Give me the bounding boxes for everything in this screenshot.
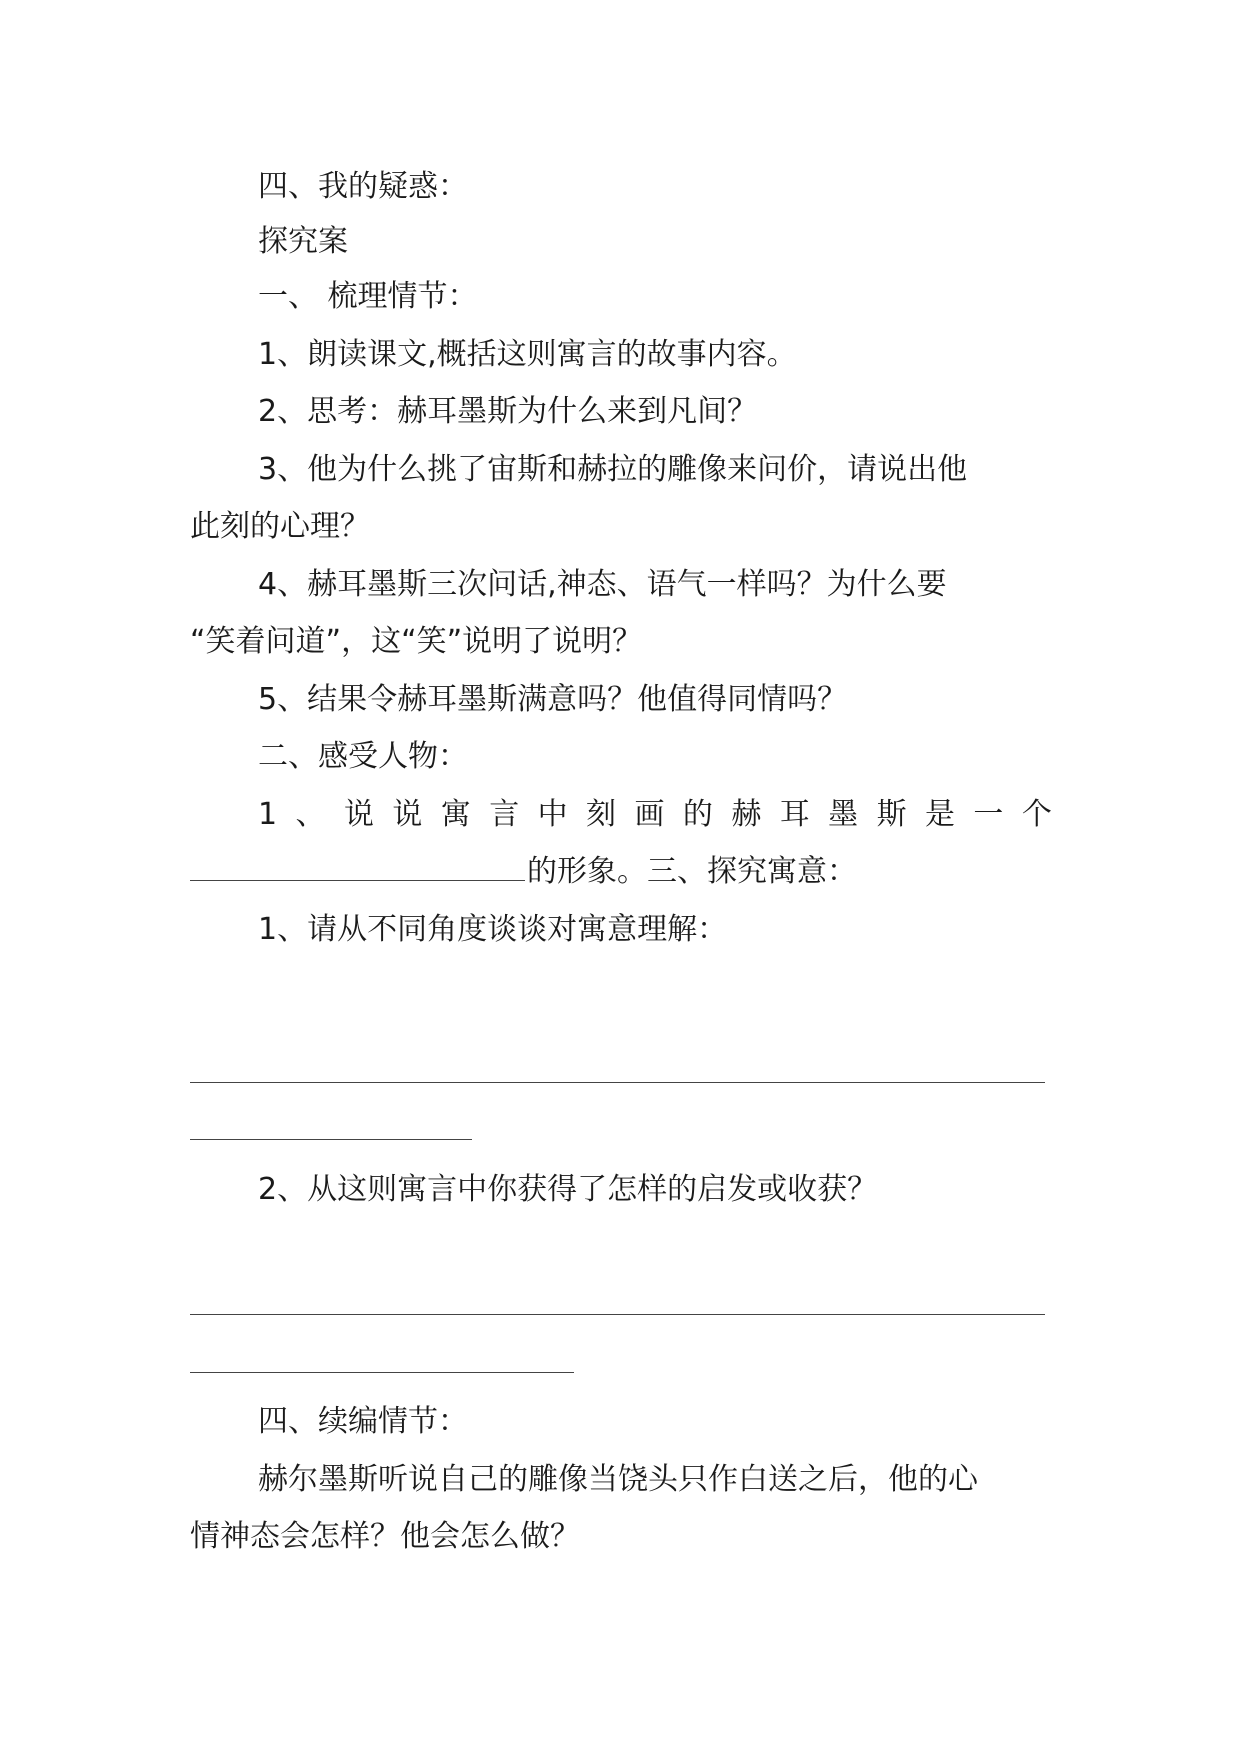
- character-answer-line: [190, 852, 857, 892]
- section-heading-doubts: 四、我的疑惑：: [258, 169, 468, 204]
- spaced-char: 的: [682, 797, 713, 832]
- character-answer-suffix: 的形象。三、探究寓意：: [527, 854, 857, 889]
- spaced-char: 中: [537, 797, 568, 832]
- fill-in-blank[interactable]: [190, 852, 525, 881]
- section-heading-character: 二、感受人物：: [258, 739, 468, 774]
- spaced-char: 赫: [731, 797, 762, 832]
- spaced-char: 墨: [828, 797, 859, 832]
- section-heading-plot: 一、 梳理情节：: [258, 279, 478, 314]
- question-2: 2、思考：赫耳墨斯为什么来到凡间？: [258, 394, 758, 429]
- meaning-question-1: 1、请从不同角度谈谈对寓意理解：: [258, 912, 728, 947]
- spaced-char: 斯: [876, 797, 907, 832]
- continue-question-line-1: 赫尔墨斯听说自己的雕像当饶头只作白送之后，他的心: [258, 1462, 978, 1497]
- spaced-char: 寓: [440, 797, 471, 832]
- answer-line[interactable]: [190, 1082, 1045, 1083]
- character-question-spaced-line: [258, 795, 1052, 835]
- spaced-char: 、: [295, 797, 326, 832]
- spaced-char: 说: [343, 797, 374, 832]
- question-4-line-1: 4、赫耳墨斯三次问话,神态、语气一样吗？为什么要: [258, 567, 947, 602]
- section-heading-continue: 四、续编情节：: [258, 1404, 468, 1439]
- spaced-char: 说: [392, 797, 423, 832]
- answer-line-short[interactable]: [190, 1372, 574, 1373]
- spaced-char: 耳: [779, 797, 810, 832]
- question-1: 1、朗读课文,概括这则寓言的故事内容。: [258, 337, 797, 372]
- spaced-char: 刻: [586, 797, 617, 832]
- section-title-inquiry: 探究案: [258, 224, 348, 259]
- answer-line-short[interactable]: [190, 1139, 472, 1140]
- question-4-line-2: “笑着问道”，这“笑”说明了说明？: [190, 624, 643, 659]
- question-5: 5、结果令赫耳墨斯满意吗？他值得同情吗？: [258, 682, 848, 717]
- spaced-char: 个: [1021, 797, 1052, 832]
- answer-line[interactable]: [190, 1314, 1045, 1315]
- continue-question-line-2: 情神态会怎样？他会怎么做？: [190, 1519, 580, 1554]
- question-3-line-2: 此刻的心理？: [190, 509, 370, 544]
- spaced-char: 是: [925, 797, 955, 832]
- spaced-char: 1: [258, 797, 278, 832]
- spaced-char: 画: [634, 797, 665, 832]
- spaced-char: 言: [489, 797, 520, 832]
- spaced-char: 一: [973, 797, 1004, 832]
- meaning-question-2: 2、从这则寓言中你获得了怎样的启发或收获？: [258, 1172, 878, 1207]
- question-3-line-1: 3、他为什么挑了宙斯和赫拉的雕像来问价，请说出他: [258, 452, 968, 487]
